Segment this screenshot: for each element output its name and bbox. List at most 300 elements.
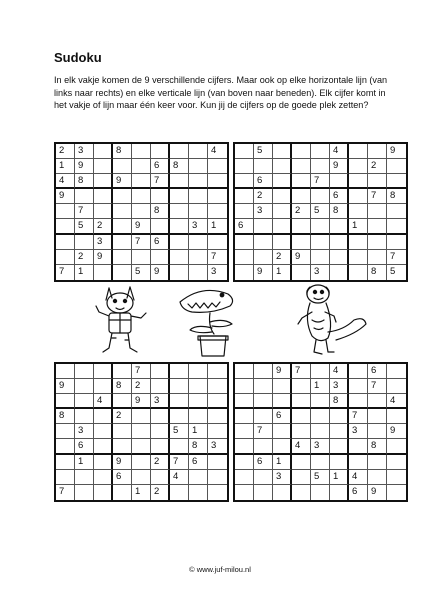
sudoku-cell	[94, 424, 113, 439]
sudoku-cell	[113, 235, 132, 250]
sudoku-cell	[292, 265, 311, 280]
sudoku-cell: 9	[292, 250, 311, 265]
sudoku-cell	[94, 159, 113, 174]
sudoku-cell	[254, 219, 273, 234]
sudoku-cell	[113, 265, 132, 280]
sudoku-cell: 4	[208, 144, 227, 159]
sudoku-cell: 4	[94, 394, 113, 409]
sudoku-cell	[170, 144, 189, 159]
sudoku-cell: 8	[151, 204, 170, 219]
sudoku-cell	[311, 455, 330, 470]
sudoku-cell	[94, 409, 113, 424]
sudoku-cell	[387, 364, 406, 379]
sudoku-cell: 5	[254, 144, 273, 159]
sudoku-cell	[368, 455, 387, 470]
sudoku-cell	[75, 470, 94, 485]
sudoku-cell	[113, 485, 132, 500]
sudoku-cell: 5	[311, 204, 330, 219]
sudoku-cell	[235, 424, 254, 439]
sudoku-cell: 5	[132, 265, 151, 280]
sudoku-cell	[292, 189, 311, 204]
sudoku-cell	[330, 174, 349, 189]
sudoku-cell	[349, 144, 368, 159]
sudoku-cell	[235, 439, 254, 454]
sudoku-cell	[75, 485, 94, 500]
sudoku-cell	[94, 455, 113, 470]
sudoku-cell	[368, 250, 387, 265]
sudoku-cell: 3	[254, 204, 273, 219]
sudoku-cell	[330, 219, 349, 234]
sudoku-cell	[349, 159, 368, 174]
sudoku-cell: 9	[273, 364, 292, 379]
sudoku-cell	[254, 364, 273, 379]
sudoku-cell: 4	[387, 394, 406, 409]
sudoku-cell	[349, 265, 368, 280]
sudoku-cell	[189, 159, 208, 174]
sudoku-cell: 6	[254, 455, 273, 470]
sudoku-cell	[292, 409, 311, 424]
sudoku-cell: 3	[311, 265, 330, 280]
sudoku-cell	[75, 409, 94, 424]
sudoku-cell	[292, 219, 311, 234]
sudoku-cell	[94, 265, 113, 280]
sudoku-cell	[349, 379, 368, 394]
sudoku-cell: 7	[387, 250, 406, 265]
sudoku-cell: 5	[390, 265, 396, 277]
sudoku-cell	[368, 409, 387, 424]
sudoku-cell: 4	[56, 174, 75, 189]
sudoku-cell: 6	[273, 409, 292, 424]
sudoku-cell	[349, 174, 368, 189]
sudoku-cell	[349, 455, 368, 470]
sudoku-cell: 9	[113, 174, 132, 189]
sudoku-cell	[113, 364, 132, 379]
sudoku-cell	[349, 364, 368, 379]
sudoku-cell	[132, 439, 151, 454]
sudoku-cell	[387, 159, 406, 174]
sudoku-cell: 6	[349, 485, 368, 500]
sudoku-cell: 7	[56, 485, 75, 500]
sudoku-cell	[208, 174, 227, 189]
sudoku-grid-1	[54, 142, 229, 282]
sudoku-cell	[273, 379, 292, 394]
sudoku-cell: 4	[170, 470, 189, 485]
sudoku-cell: 1	[56, 159, 75, 174]
sudoku-cell	[75, 394, 94, 409]
sudoku-cell	[151, 250, 170, 265]
sudoku-cell	[170, 204, 189, 219]
sudoku-cell	[208, 189, 227, 204]
sudoku-cell: 7	[368, 189, 387, 204]
sudoku-cell	[273, 189, 292, 204]
sudoku-cell	[387, 204, 406, 219]
sudoku-cell	[235, 159, 254, 174]
sudoku-cell: 3	[151, 394, 170, 409]
sudoku-cell: 7	[151, 174, 170, 189]
sudoku-cell	[113, 424, 132, 439]
sudoku-cell: 3	[211, 265, 217, 277]
sudoku-cell	[94, 144, 113, 159]
sudoku-cell	[254, 159, 273, 174]
sudoku-cell	[235, 265, 254, 280]
sudoku-cell	[292, 424, 311, 439]
sudoku-cell: 7	[75, 204, 94, 219]
sudoku-cell	[113, 189, 132, 204]
sudoku-cell	[56, 235, 75, 250]
sudoku-cell	[189, 250, 208, 265]
sudoku-cell: 9	[132, 219, 151, 234]
sudoku-cell	[254, 394, 273, 409]
sudoku-cell	[330, 424, 349, 439]
sudoku-cell	[132, 424, 151, 439]
sudoku-cell	[189, 470, 208, 485]
sudoku-cell	[254, 235, 273, 250]
sudoku-cell	[56, 364, 75, 379]
sudoku-cell	[387, 219, 406, 234]
sudoku-cell	[311, 250, 330, 265]
sudoku-cell	[94, 174, 113, 189]
sudoku-cell	[311, 409, 330, 424]
sudoku-cell: 4	[292, 439, 311, 454]
sudoku-cell: 6	[151, 159, 170, 174]
sudoku-cell: 9	[151, 265, 170, 280]
sudoku-cell	[254, 379, 273, 394]
sudoku-cell	[170, 439, 189, 454]
sudoku-cell	[113, 219, 132, 234]
sudoku-cell	[235, 174, 254, 189]
sudoku-cell	[368, 204, 387, 219]
sudoku-cell	[330, 439, 349, 454]
sudoku-cell: 8	[368, 265, 387, 280]
sudoku-cell: 8	[368, 439, 387, 454]
sudoku-cell	[113, 204, 132, 219]
sudoku-cell	[387, 439, 406, 454]
sudoku-cell	[273, 174, 292, 189]
sudoku-cell	[330, 455, 349, 470]
sudoku-cell	[170, 265, 189, 280]
sudoku-cell	[387, 235, 406, 250]
sudoku-cell: 5	[311, 470, 330, 485]
sudoku-cell: 5	[75, 219, 94, 234]
sudoku-cell: 2	[254, 189, 273, 204]
sudoku-cell	[151, 470, 170, 485]
sudoku-cell	[151, 379, 170, 394]
sudoku-cell	[292, 174, 311, 189]
sudoku-cell: 8	[56, 409, 75, 424]
sudoku-cell: 5	[170, 424, 189, 439]
sudoku-cell	[151, 189, 170, 204]
sudoku-cell	[235, 250, 254, 265]
sudoku-cell	[189, 144, 208, 159]
sudoku-cell	[170, 235, 189, 250]
sudoku-cell	[208, 424, 227, 439]
sudoku-cell	[151, 144, 170, 159]
sudoku-cell: 2	[273, 250, 292, 265]
sudoku-cell	[387, 455, 406, 470]
sudoku-cell: 1	[75, 455, 94, 470]
sudoku-cell: 9	[132, 394, 151, 409]
sudoku-cell	[254, 250, 273, 265]
sudoku-cell	[311, 424, 330, 439]
sudoku-cell	[292, 235, 311, 250]
sudoku-cell	[273, 485, 292, 500]
sudoku-cell	[311, 394, 330, 409]
sudoku-cell	[387, 409, 406, 424]
sudoku-cell	[330, 265, 349, 280]
sudoku-cell	[349, 235, 368, 250]
sudoku-cell: 8	[330, 394, 349, 409]
sudoku-cell: 3	[349, 424, 368, 439]
sudoku-cell	[311, 219, 330, 234]
sudoku-cell	[208, 470, 227, 485]
sudoku-cell	[273, 439, 292, 454]
sudoku-cell	[273, 159, 292, 174]
sudoku-cell	[132, 144, 151, 159]
sudoku-cell	[56, 439, 75, 454]
sudoku-cell	[208, 394, 227, 409]
sudoku-cell	[208, 364, 227, 379]
sudoku-cell	[368, 424, 387, 439]
sudoku-cell	[75, 235, 94, 250]
page-title: Sudoku	[54, 50, 102, 65]
sudoku-cell	[235, 394, 254, 409]
sudoku-cell	[235, 455, 254, 470]
sudoku-cell	[330, 250, 349, 265]
sudoku-cell: 6	[368, 364, 387, 379]
sudoku-cell	[349, 250, 368, 265]
sudoku-cell	[189, 265, 208, 280]
sudoku-cell	[94, 364, 113, 379]
sudoku-cell: 7	[254, 424, 273, 439]
sudoku-cell: 7	[349, 409, 368, 424]
sudoku-cell: 1	[189, 424, 208, 439]
sudoku-cell: 9	[387, 424, 406, 439]
sudoku-cell	[151, 219, 170, 234]
sudoku-cell: 2	[368, 159, 387, 174]
sudoku-cell	[151, 424, 170, 439]
sudoku-cell: 1	[311, 379, 330, 394]
sudoku-cell	[151, 409, 170, 424]
sudoku-cell	[189, 485, 208, 500]
sudoku-cell	[75, 379, 94, 394]
sudoku-cell: 7	[170, 455, 189, 470]
sudoku-cell	[235, 470, 254, 485]
sudoku-cell: 9	[368, 485, 387, 500]
sudoku-cell	[349, 394, 368, 409]
sudoku-cell	[254, 439, 273, 454]
sudoku-cell	[56, 204, 75, 219]
sudoku-cell	[208, 159, 227, 174]
sudoku-cell	[113, 394, 132, 409]
sudoku-cell	[189, 394, 208, 409]
sudoku-cell: 8	[330, 204, 349, 219]
sudoku-cell	[56, 219, 75, 234]
sudoku-cell: 2	[56, 144, 75, 159]
sudoku-cell	[189, 204, 208, 219]
sudoku-cell: 2	[94, 219, 113, 234]
sudoku-grid-2	[233, 142, 408, 282]
sudoku-cell	[368, 174, 387, 189]
sudoku-cell: 7	[132, 364, 151, 379]
sudoku-cell	[94, 204, 113, 219]
sudoku-cell	[94, 189, 113, 204]
sudoku-cell	[311, 189, 330, 204]
sudoku-cell	[387, 174, 406, 189]
sudoku-cell	[349, 189, 368, 204]
sudoku-cell	[273, 424, 292, 439]
sudoku-cell: 8	[170, 159, 189, 174]
sudoku-cell: 3	[273, 470, 292, 485]
sudoku-cell	[235, 379, 254, 394]
sudoku-cell	[311, 364, 330, 379]
sudoku-cell: 8	[75, 174, 94, 189]
sudoku-cell: 7	[311, 174, 330, 189]
sudoku-cell: 7	[368, 379, 387, 394]
sudoku-cell: 8	[387, 189, 406, 204]
sudoku-cell: 1	[132, 485, 151, 500]
sudoku-cell	[208, 235, 227, 250]
sudoku-cell	[94, 470, 113, 485]
sudoku-cell	[349, 204, 368, 219]
sudoku-cell	[235, 364, 254, 379]
wolf-illustration	[92, 282, 150, 358]
sudoku-cell	[387, 470, 406, 485]
sudoku-cell	[368, 219, 387, 234]
sudoku-grid-3	[54, 362, 229, 502]
sudoku-cell	[189, 409, 208, 424]
sudoku-cell	[311, 485, 330, 500]
sudoku-cell	[189, 364, 208, 379]
sudoku-cell: 8	[113, 379, 132, 394]
sudoku-cell	[170, 379, 189, 394]
sudoku-cell	[132, 159, 151, 174]
sudoku-cell	[273, 204, 292, 219]
dinosaur-illustration	[292, 280, 370, 360]
sudoku-cell	[292, 455, 311, 470]
sudoku-cell: 2	[292, 204, 311, 219]
sudoku-cell: 4	[330, 144, 349, 159]
sudoku-cell: 3	[75, 424, 94, 439]
sudoku-cell: 7	[292, 364, 311, 379]
sudoku-cell: 9	[113, 455, 132, 470]
sudoku-cell	[151, 364, 170, 379]
sudoku-cell: 9	[387, 144, 406, 159]
sudoku-cell	[292, 379, 311, 394]
sudoku-cell	[292, 470, 311, 485]
sudoku-cell	[208, 204, 227, 219]
sudoku-cell	[387, 485, 406, 500]
sudoku-cell	[132, 204, 151, 219]
sudoku-cell	[170, 364, 189, 379]
sudoku-cell: 9	[94, 250, 113, 265]
sudoku-cell: 4	[330, 364, 349, 379]
sudoku-cell: 1	[273, 455, 292, 470]
sudoku-cell: 7	[132, 235, 151, 250]
sudoku-cell: 6	[330, 189, 349, 204]
sudoku-cell: 2	[151, 485, 170, 500]
sudoku-cell	[75, 189, 94, 204]
footer-credit: © www.juf-milou.nl	[189, 565, 251, 574]
sudoku-grid-4	[233, 362, 408, 502]
sudoku-cell: 1	[349, 219, 368, 234]
sudoku-cell	[189, 235, 208, 250]
sudoku-cell	[254, 485, 273, 500]
sudoku-cell: 8	[113, 144, 132, 159]
sudoku-cell: 2	[75, 250, 94, 265]
sudoku-cell: 2	[113, 409, 132, 424]
sudoku-cell	[170, 394, 189, 409]
sudoku-cell	[132, 470, 151, 485]
sudoku-cell	[94, 485, 113, 500]
sudoku-cell	[56, 424, 75, 439]
sudoku-cell	[292, 144, 311, 159]
sudoku-cell: 1	[208, 219, 227, 234]
sudoku-cell	[368, 144, 387, 159]
sudoku-cell	[254, 409, 273, 424]
sudoku-cell	[56, 250, 75, 265]
sudoku-cell	[170, 250, 189, 265]
sudoku-cell: 8	[189, 439, 208, 454]
sudoku-cell	[170, 189, 189, 204]
sudoku-cell: 3	[311, 439, 330, 454]
sudoku-cell: 9	[330, 159, 349, 174]
sudoku-cell	[132, 409, 151, 424]
sudoku-cell	[56, 470, 75, 485]
sudoku-cell	[132, 250, 151, 265]
sudoku-cell	[235, 235, 254, 250]
sudoku-cell: 6	[189, 455, 208, 470]
sudoku-cell	[273, 219, 292, 234]
sudoku-cell	[235, 144, 254, 159]
sudoku-cell	[56, 394, 75, 409]
sudoku-cell	[208, 379, 227, 394]
sudoku-cell	[292, 394, 311, 409]
sudoku-cell	[292, 159, 311, 174]
sudoku-cell	[387, 379, 406, 394]
sudoku-cell	[368, 394, 387, 409]
sudoku-cell	[292, 485, 311, 500]
sudoku-cell	[235, 409, 254, 424]
sudoku-cell	[189, 379, 208, 394]
sudoku-cell	[189, 189, 208, 204]
sudoku-cell	[330, 235, 349, 250]
sudoku-cell: 1	[75, 265, 94, 280]
sudoku-cell	[113, 159, 132, 174]
sudoku-cell	[151, 439, 170, 454]
sudoku-cell: 3	[94, 235, 113, 250]
plant-monster-illustration	[172, 282, 248, 360]
sudoku-cell	[94, 379, 113, 394]
sudoku-cell	[113, 439, 132, 454]
sudoku-cell: 7	[208, 250, 227, 265]
sudoku-cell	[208, 485, 227, 500]
sudoku-cell: 6	[254, 174, 273, 189]
sudoku-cell: 3	[189, 219, 208, 234]
sudoku-cell	[132, 455, 151, 470]
sudoku-cell: 7	[56, 265, 75, 280]
sudoku-cell	[330, 409, 349, 424]
sudoku-cell: 2	[151, 455, 170, 470]
sudoku-cell	[94, 439, 113, 454]
sudoku-cell	[349, 439, 368, 454]
sudoku-cell	[235, 485, 254, 500]
sudoku-cell: 6	[151, 235, 170, 250]
sudoku-cell: 3	[208, 439, 227, 454]
sudoku-cell	[189, 174, 208, 189]
sudoku-cell	[273, 235, 292, 250]
sudoku-cell: 9	[56, 189, 75, 204]
sudoku-cell	[273, 144, 292, 159]
